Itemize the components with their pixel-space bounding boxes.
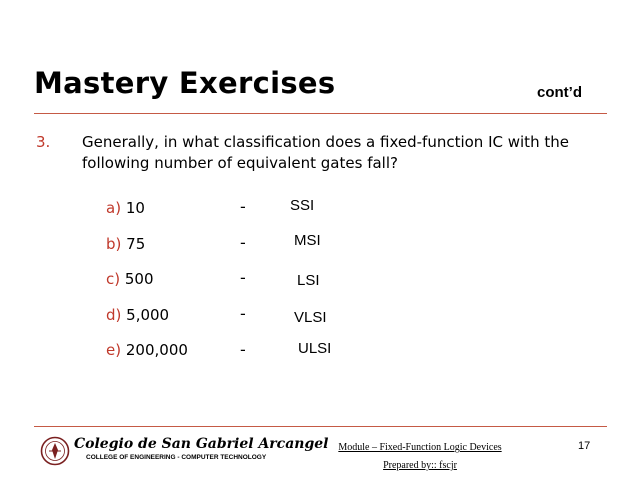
list-item — [106, 270, 154, 290]
list-item — [106, 235, 145, 255]
list-item — [106, 341, 188, 361]
item-dash: - — [240, 197, 246, 216]
item-dash: - — [240, 340, 246, 359]
item-answer: LSI — [297, 272, 320, 289]
page-number: 17 — [578, 440, 591, 452]
seal-icon — [40, 436, 70, 466]
question-text: Generally, in what classification does a fixed-function IC with the following number of equivalent gates fall? — [82, 133, 569, 172]
continued-label: cont’d — [537, 84, 582, 101]
prepared-by: Prepared by:: fscjr — [383, 460, 457, 471]
item-letter: e) — [106, 341, 122, 359]
list-item — [106, 306, 169, 326]
item-dash: - — [240, 304, 246, 323]
item-answer: SSI — [290, 197, 315, 214]
item-letter: c) — [106, 270, 121, 288]
list-item — [106, 199, 145, 219]
item-letter: a) — [106, 199, 122, 217]
item-answer: MSI — [294, 232, 321, 249]
item-value: 10 — [125, 199, 145, 217]
module-name: Module – Fixed-Function Logic Devices — [338, 442, 502, 453]
item-answer: ULSI — [298, 340, 332, 357]
school-subtitle: COLLEGE OF ENGINEERING - COMPUTER TECHNOLOGY — [86, 454, 267, 461]
item-value: 5,000 — [126, 306, 170, 324]
bottom-divider — [34, 426, 607, 427]
item-answer: VLSI — [294, 309, 327, 326]
top-divider — [34, 113, 607, 114]
footer-module-info — [300, 439, 540, 475]
item-value: 200,000 — [125, 341, 188, 359]
item-value: 500 — [124, 270, 154, 288]
item-letter: b) — [106, 235, 122, 253]
item-dash: - — [240, 268, 246, 287]
school-logo — [40, 436, 329, 470]
item-letter: d) — [106, 306, 122, 324]
item-value: 75 — [126, 235, 146, 253]
slide-title: Mastery Exercises — [34, 66, 336, 100]
school-name: Colegio de San Gabriel Arcangel — [74, 436, 329, 452]
item-dash: - — [240, 233, 246, 252]
question-number: 3. — [36, 133, 51, 151]
